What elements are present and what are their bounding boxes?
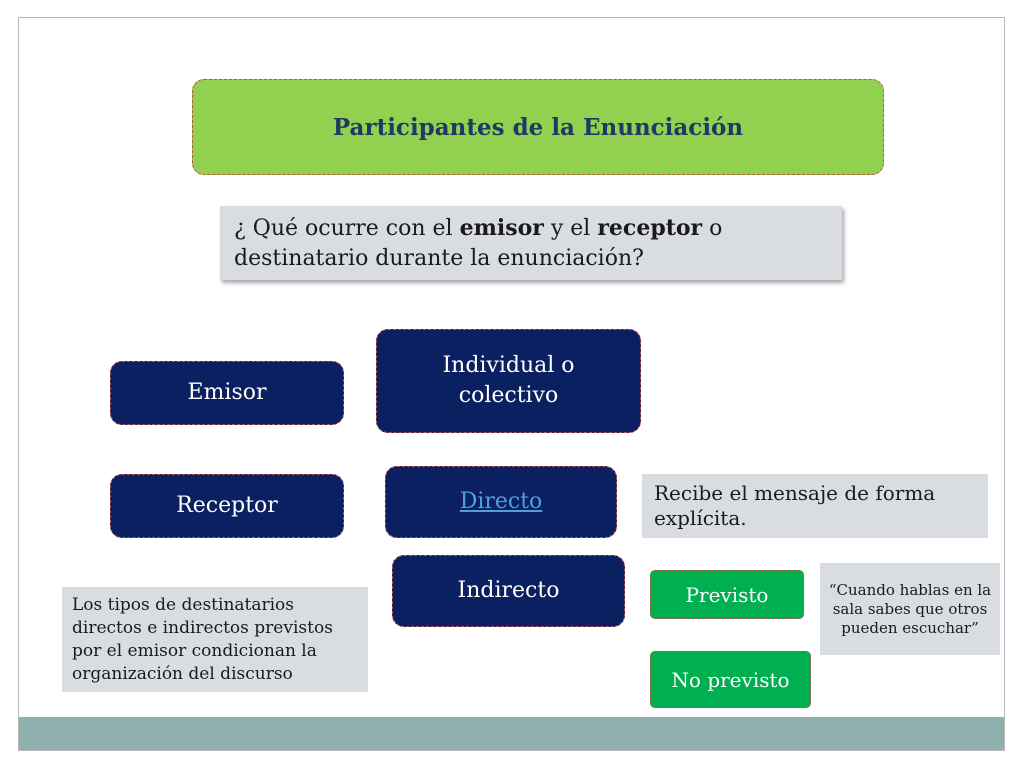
slide [18, 17, 1005, 751]
title-text: Participantes de la Enunciación [332, 113, 744, 141]
emisor-label: Emisor [187, 380, 267, 405]
previsto-box [650, 570, 804, 619]
recibe-text: Recibe el mensaje de forma explícita. [654, 481, 936, 530]
receptor-label: Receptor [176, 493, 278, 518]
indirecto-label: Indirecto [457, 578, 560, 603]
question-part-2: y el [543, 215, 598, 241]
question-part-3: o destinatario durante la enunciación? [234, 215, 723, 271]
tipos-text: Los tipos de destinatarios directos e indirectos previstos por el emisor condicionan la organización del discurso [72, 594, 333, 684]
recibe-box [642, 474, 988, 538]
quote-box [820, 563, 1000, 655]
directo-box[interactable] [385, 466, 617, 538]
quote-text: “Cuando hablas en la sala sabes que otros pueden escuchar” [828, 580, 992, 637]
no-previsto-label: No previsto [671, 667, 790, 692]
no-previsto-box [650, 651, 811, 708]
question-box [220, 206, 842, 280]
emisor-box [110, 361, 344, 425]
indirecto-box [392, 555, 625, 627]
title-box [192, 79, 884, 175]
question-part-1: ¿ Qué ocurre con el [234, 215, 460, 241]
individual-colectivo-label: Individual o colectivo [442, 353, 575, 408]
directo-link[interactable]: Directo [459, 489, 543, 514]
tipos-box [62, 587, 368, 692]
previsto-label: Previsto [685, 582, 769, 607]
receptor-box [110, 474, 344, 538]
question-text [234, 213, 828, 274]
question-receptor: receptor [597, 214, 703, 241]
footer-bar [19, 717, 1004, 750]
individual-colectivo-box [376, 329, 641, 433]
question-emisor: emisor [459, 214, 544, 241]
